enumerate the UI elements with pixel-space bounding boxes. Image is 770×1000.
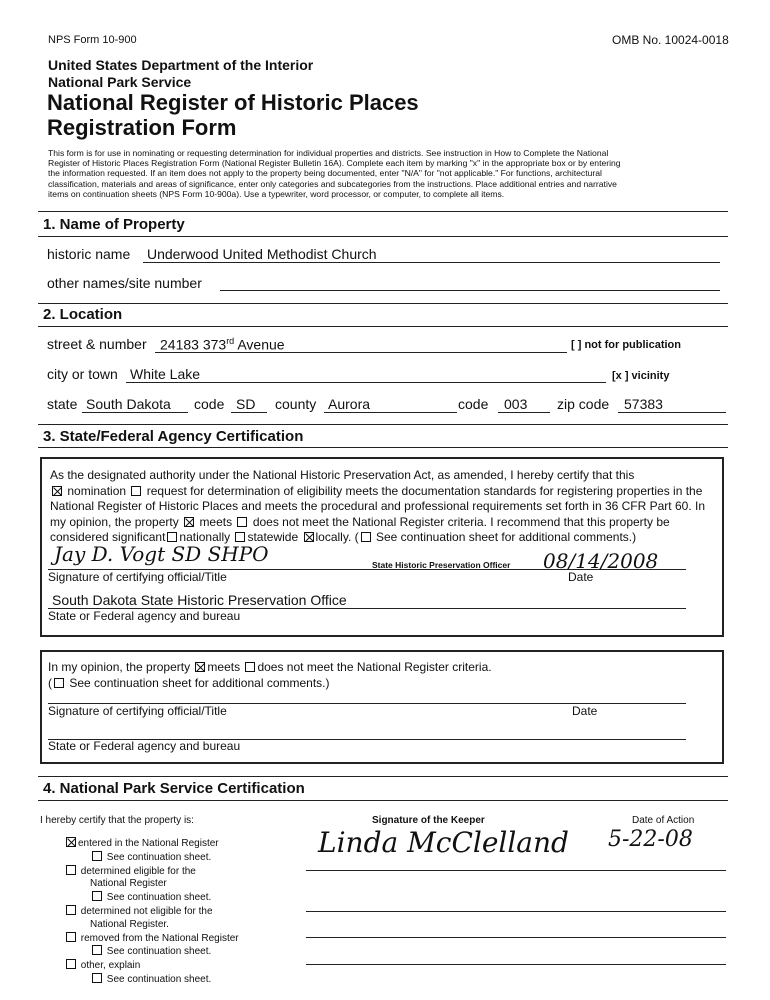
continuation-label: See continuation sheet.: [106, 851, 212, 863]
locally-label: locally. (: [315, 530, 359, 544]
not-meet-label: does not meet the National Register criteria. I recommend that this property be: [252, 514, 670, 529]
continuation-label: See continuation sheet.: [106, 892, 212, 904]
instruction-line: Register of Historic Places Registration Form (National Register Bulletin 16A). Complete each item by marking "x" in the appropriate box or by entering: [48, 158, 621, 169]
removed-label: removed from the National Register: [80, 932, 239, 944]
considered-label: considered significant: [50, 530, 166, 544]
street-label: street & number: [47, 336, 147, 352]
option-continuation: [64, 851, 304, 865]
instruction-line: the information requested. If an item does not apply to the property being documented, enter "N/A" for "not applicable." For functions, architectural: [48, 168, 602, 179]
option-entered: [64, 837, 304, 851]
street-suffix: rd: [226, 336, 235, 346]
state-code-value[interactable]: SD: [236, 396, 256, 412]
zip-value[interactable]: 57383: [624, 396, 663, 412]
county-label: county: [275, 396, 317, 412]
opinion2-not-meet-checkbox[interactable]: [245, 662, 255, 672]
keeper-line: [306, 964, 726, 965]
county-code-label: code: [458, 396, 489, 412]
other-names-line: [220, 290, 720, 291]
continuation-checkbox[interactable]: [92, 945, 102, 955]
form-subtitle: Registration Form: [47, 115, 237, 140]
state-certification-text: [50, 468, 720, 546]
date-of-action-value: 5-22-08: [608, 827, 693, 852]
form-title: National Register of Historic Places: [47, 90, 419, 115]
opinion-label: my opinion, the property: [50, 514, 179, 529]
state-value[interactable]: South Dakota: [86, 396, 171, 412]
instruction-line: items on continuation sheets (NPS Form 10-900a). Use a typewriter, word processor, or computer, to complete all items.: [48, 188, 505, 199]
option-other: [64, 959, 304, 973]
opinion2-continuation-checkbox[interactable]: [54, 678, 64, 688]
request-label: request for determination of eligibility meets the documentation standards for registering properties in the: [146, 483, 703, 498]
continuation-label: See continuation sheet for additional comments.): [375, 530, 637, 544]
opinion2-meets-checkbox[interactable]: [195, 662, 205, 672]
section-rule: [38, 424, 728, 425]
department: United States Department of the Interior: [48, 57, 314, 73]
option-continuation: [64, 945, 304, 959]
street-value[interactable]: [160, 336, 285, 353]
county-code-line: [498, 412, 550, 413]
eligible-label: determined eligible for the: [80, 865, 196, 877]
section4-heading: 4. National Park Service Certification: [43, 780, 305, 797]
cert-line: [50, 515, 720, 531]
opinion2-meets-label: meets: [207, 660, 241, 674]
opinion2-line: [48, 660, 708, 676]
city-label: city or town: [47, 366, 118, 382]
removed-checkbox[interactable]: [66, 932, 76, 942]
statewide-checkbox[interactable]: [235, 532, 245, 542]
section-rule: [38, 211, 728, 212]
meets-label: meets: [199, 514, 233, 529]
other-label: other, explain: [80, 960, 141, 972]
section2-heading: 2. Location: [43, 306, 123, 323]
option-eligible: [64, 865, 304, 879]
continuation-label: See continuation sheet.: [106, 946, 212, 958]
vicinity[interactable]: [x ] vicinity: [612, 370, 670, 382]
instructions: [48, 148, 728, 199]
section3-heading: 3. State/Federal Agency Certification: [43, 428, 304, 445]
eligible-label-cont: National Register: [90, 878, 167, 890]
instruction-line: This form is for use in nominating or requesting determination for individual properties and districts. See instruction in How to Complete the National: [48, 148, 609, 158]
shpo-title: State Historic Preservation Officer: [372, 560, 511, 570]
omb-number: OMB No. 10024-0018: [612, 33, 729, 47]
not-eligible-label: determined not eligible for the: [80, 905, 213, 917]
state-line: [82, 412, 188, 413]
street-line: [155, 352, 567, 353]
nomination-checkbox[interactable]: [52, 486, 62, 496]
zip-line: [618, 412, 726, 413]
opinion2-label: In my opinion, the property: [48, 660, 191, 674]
statewide-label: statewide: [247, 530, 299, 544]
state-code-line: [231, 412, 267, 413]
historic-name-value[interactable]: Underwood United Methodist Church: [147, 246, 377, 262]
not-meet-checkbox[interactable]: [237, 517, 247, 527]
section-rule: [38, 447, 728, 448]
nps-options: [64, 837, 304, 987]
request-checkbox[interactable]: [131, 486, 141, 496]
locally-checkbox[interactable]: [304, 532, 314, 542]
hereby-certify-label: I hereby certify that the property is:: [40, 815, 194, 826]
option-continuation: [64, 891, 304, 905]
state-official-signature: Jay D. Vogt SD SHPO: [54, 542, 269, 566]
state-label: state: [47, 396, 78, 412]
continuation-checkbox[interactable]: [92, 891, 102, 901]
section-rule: [38, 800, 728, 801]
keeper-signature: Linda McClelland: [318, 826, 569, 859]
city-line: [126, 382, 606, 383]
form-number: NPS Form 10-900: [48, 34, 137, 46]
keeper-signature-label: Signature of the Keeper: [372, 815, 485, 826]
keeper-line: [306, 870, 726, 871]
meets-checkbox[interactable]: [184, 517, 194, 527]
other-checkbox[interactable]: [66, 959, 76, 969]
not-for-publication[interactable]: [ ] not for publication: [571, 339, 681, 351]
agency: National Park Service: [48, 74, 192, 90]
continuation-checkbox[interactable]: [92, 851, 102, 861]
other-names-label: other names/site number: [47, 275, 202, 291]
commenting-signature-label: Signature of certifying official/Title: [48, 704, 227, 718]
section-rule: [38, 236, 728, 237]
continuation-label: See continuation sheet.: [106, 973, 212, 985]
section-rule: [38, 326, 728, 327]
commenting-date-label: Date: [572, 704, 598, 718]
entered-checkbox[interactable]: [66, 837, 76, 847]
keeper-line: [306, 911, 726, 912]
option-continuation: [64, 973, 304, 987]
nomination-label: nomination: [67, 483, 127, 498]
state-signature-label: Signature of certifying official/Title: [48, 570, 227, 584]
option-removed: [64, 932, 304, 946]
state-code-label: code: [194, 396, 225, 412]
instruction-line: classification, materials and areas of significance, enter only categories and subcategories from the instructions. Place additional entries and narrative: [48, 178, 617, 189]
commenting-official-text: [48, 660, 708, 691]
nationally-label: nationally: [179, 530, 231, 544]
county-value[interactable]: Aurora: [328, 396, 371, 412]
street-name: Avenue: [234, 336, 285, 353]
county-line: [324, 412, 457, 413]
state-signature-date: 08/14/2008: [543, 549, 659, 573]
commenting-agency-label: State or Federal agency and bureau: [48, 739, 241, 753]
county-code-value[interactable]: 003: [504, 396, 528, 412]
date-of-action-label: Date of Action: [632, 815, 695, 826]
historic-name-line: [143, 262, 720, 263]
cert-line: As the designated authority under the National Historic Preservation Act, as amended, I hereby certify that this: [50, 468, 635, 482]
section-rule: [38, 776, 728, 777]
option-not-eligible: [64, 905, 304, 919]
eligible-checkbox[interactable]: [66, 865, 76, 875]
nationally-checkbox[interactable]: [167, 532, 177, 542]
opinion2-not-meet-label: does not meet the National Register criteria.: [257, 660, 492, 674]
state-date-label: Date: [568, 570, 594, 584]
cert-line: [50, 484, 720, 500]
not-eligible-checkbox[interactable]: [66, 905, 76, 915]
section-rule: [38, 303, 728, 304]
city-value[interactable]: White Lake: [130, 366, 201, 382]
historic-name-label: historic name: [47, 246, 131, 262]
street-number: 24183 373: [160, 336, 227, 353]
not-eligible-label-cont: National Register.: [90, 918, 169, 930]
entered-label: entered in the National Register: [78, 838, 219, 849]
keeper-line: [306, 937, 726, 938]
state-agency-label: State or Federal agency and bureau: [48, 609, 241, 623]
state-agency-value[interactable]: South Dakota State Historic Preservation Office: [52, 592, 347, 608]
zip-label: zip code: [557, 396, 610, 412]
section1-heading: 1. Name of Property: [43, 216, 185, 233]
opinion2-line: ( See continuation sheet for additional comments.): [48, 675, 330, 690]
continuation-checkbox[interactable]: [92, 973, 102, 983]
cert-line: National Register of Historic Places and meets the procedural and professional requirements set forth in 36 CFR Part 60. In: [50, 499, 705, 513]
opinion2-continuation-label: See continuation sheet for additional comments.): [69, 675, 330, 690]
continuation-checkbox[interactable]: [361, 532, 371, 542]
